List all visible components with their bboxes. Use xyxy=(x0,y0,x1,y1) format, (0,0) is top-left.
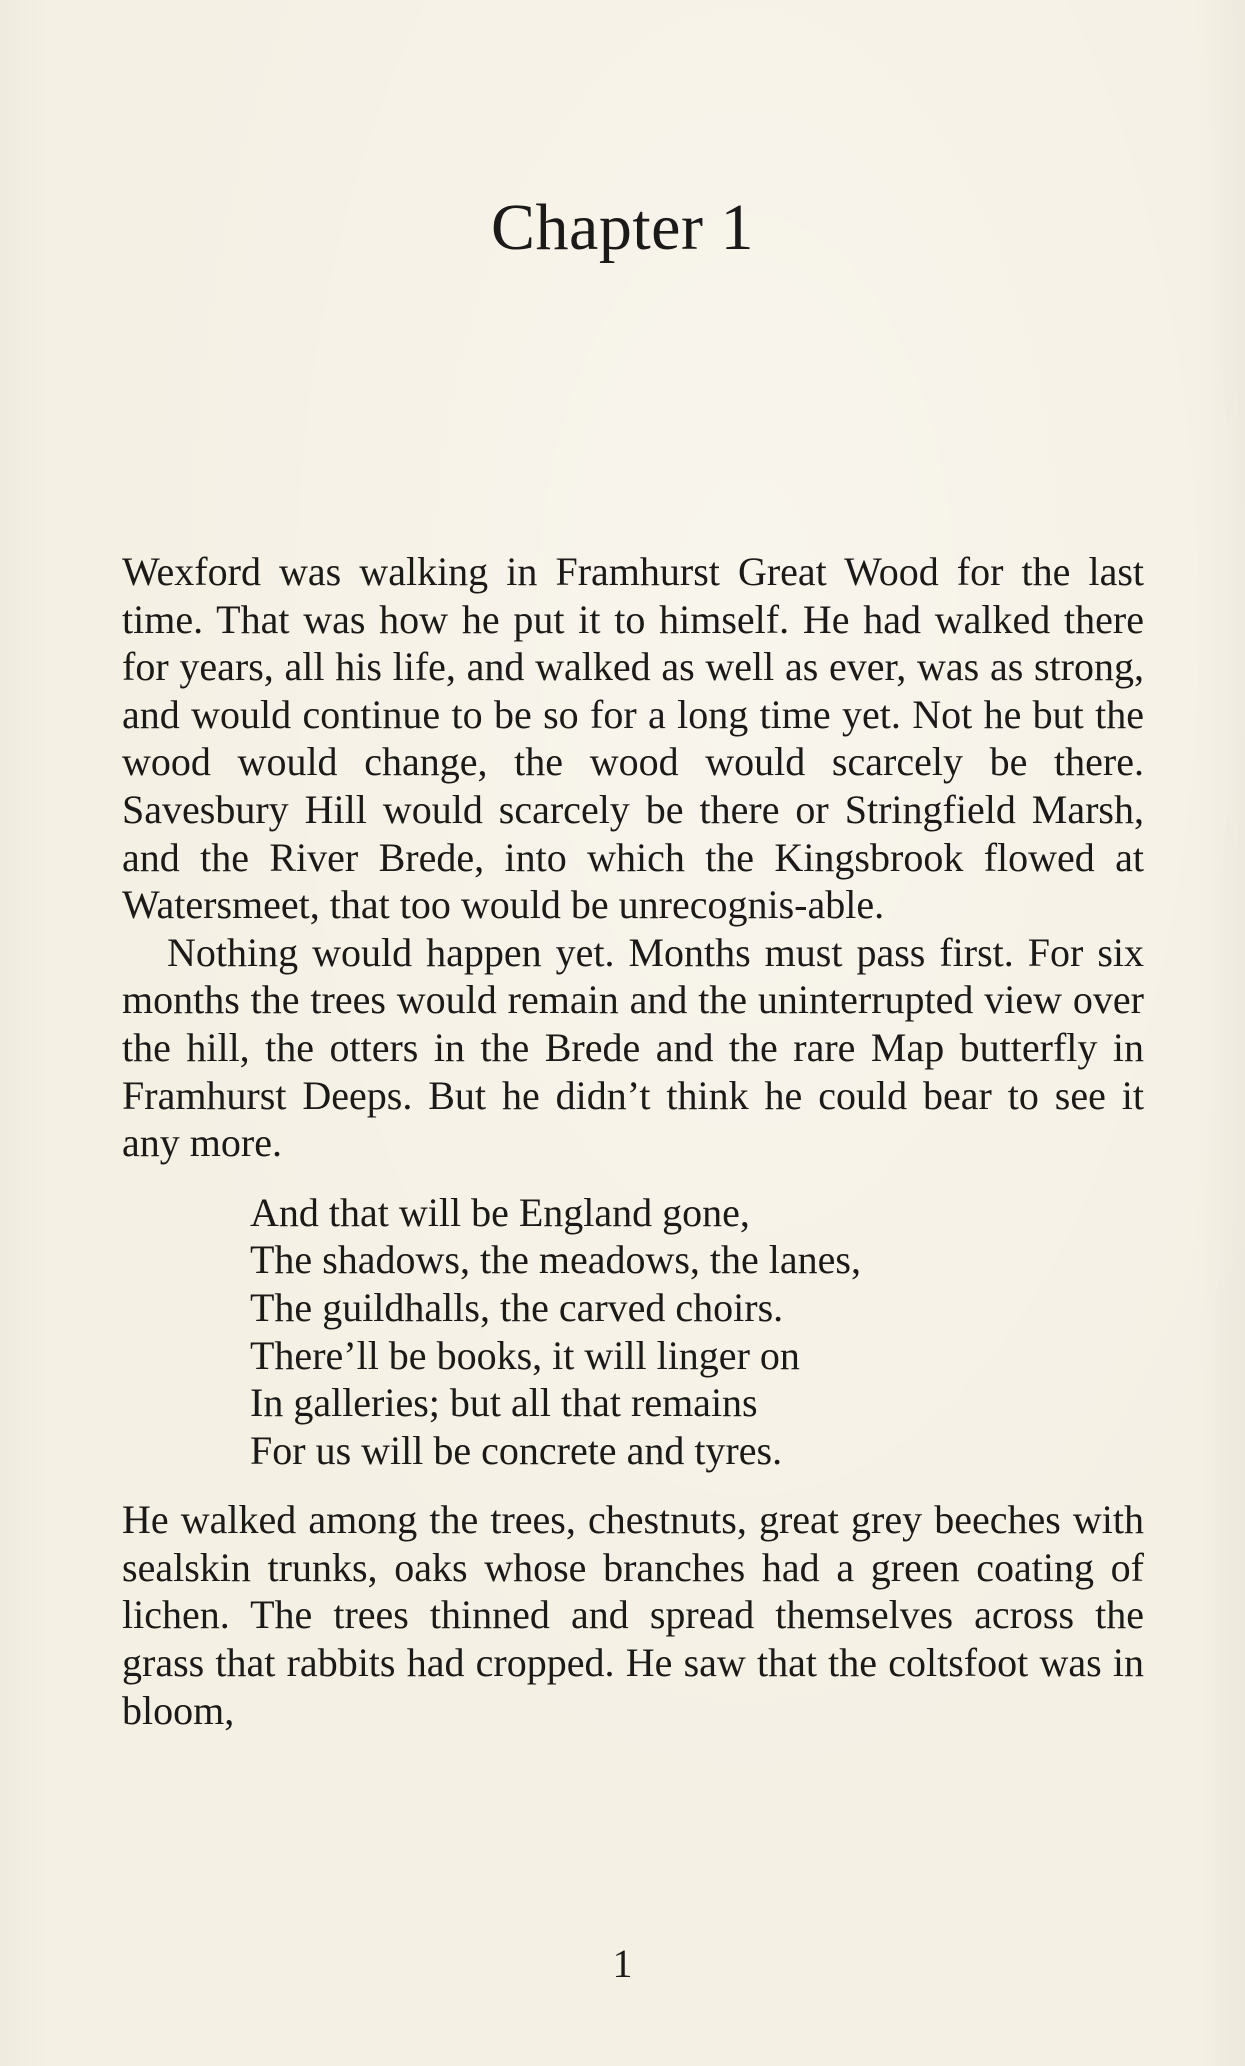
page-number: 1 xyxy=(612,1941,633,1986)
verse-line: For us will be concrete and tyres. xyxy=(250,1427,783,1473)
verse-line: There’ll be books, it will linger on xyxy=(250,1332,800,1378)
chapter-title: Chapter 1 xyxy=(491,191,754,264)
body-text xyxy=(122,548,1144,1734)
verse-line: And that will be England gone, xyxy=(250,1189,750,1235)
verse-quote xyxy=(250,1189,1144,1475)
verse-line: The guildhalls, the carved choirs. xyxy=(250,1284,784,1330)
paragraph-opening: Wexford was walking in Framhurst Great Wood for the last time. That was how he put it to himself. He had walked there for years, all his life, and walked as well as ever, was as strong, and would continue to be so for a long time yet. Not he but the wood would change, the wood would scarcely be there. Savesbury Hill would scarcely be there or Stringfield Marsh, and the River Brede, into which the Kingsbrook flowed at Watersmeet, that too would be unrecognis-able. xyxy=(122,549,1144,928)
paragraph-second: Nothing would happen yet. Months must pass first. For six months the trees would remain and the uninterrupted view over the hill, the otters in the Brede and the rare Map butterfly in Framhurst Deeps. But he didn’t think he could bear to see it any more. xyxy=(122,929,1144,1166)
paragraph-closing: He walked among the trees, chestnuts, great grey beeches with sealskin trunks, oaks whose branches had a green coating of lichen. The trees thinned and spread themselves across the grass that rabbits had cropped. He saw that the coltsfoot was in bloom, xyxy=(122,1497,1144,1733)
verse-line: In galleries; but all that remains xyxy=(250,1380,758,1426)
verse-line: The shadows, the meadows, the lanes, xyxy=(250,1237,861,1283)
